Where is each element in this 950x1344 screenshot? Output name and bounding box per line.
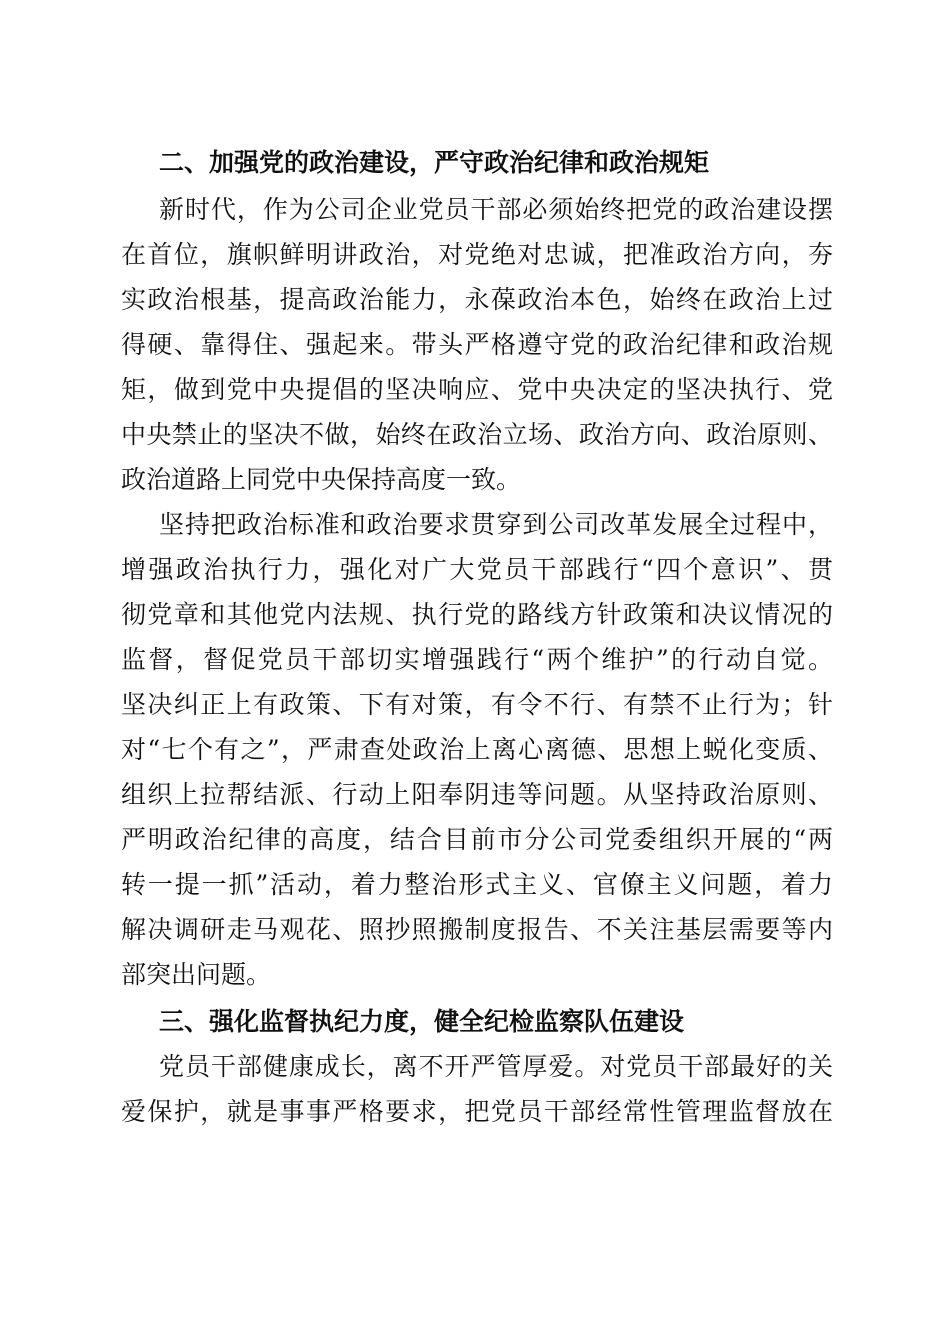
paragraph-line: 彻党章和其他党内法规、执行党的路线方针政策和决议情况的 — [121, 600, 833, 629]
paragraph-line: 新时代，作为公司企业党员干部必须始终把党的政治建设摆 — [159, 195, 833, 224]
paragraph-line: 中央禁止的坚决不做，始终在政治立场、政治方向、政治原则、 — [121, 420, 833, 449]
paragraph-line: 部突出问题。 — [121, 960, 272, 989]
paragraph-line: 坚持把政治标准和政治要求贯穿到公司改革发展全过程中， — [159, 510, 833, 539]
paragraph-line: 得硬、靠得住、强起来。带头严格遵守党的政治纪律和政治规 — [121, 330, 833, 359]
section-heading-2: 二、加强党的政治建设，严守政治纪律和政治规矩 — [159, 148, 710, 177]
paragraph-line: 党员干部健康成长，离不开严管厚爱。对党员干部最好的关 — [159, 1052, 833, 1081]
section-heading-3: 三、强化监督执纪力度，健全纪检监察队伍建设 — [159, 1007, 685, 1036]
paragraph-line: 政治道路上同党中央保持高度一致。 — [121, 465, 522, 494]
paragraph-line: 监督，督促党员干部切实增强践行“两个维护”的行动自觉。 — [121, 645, 833, 674]
paragraph-line: 增强政治执行力，强化对广大党员干部践行“四个意识”、贯 — [121, 555, 833, 584]
paragraph-line: 对“七个有之”，严肃查处政治上离心离德、思想上蜕化变质、 — [121, 735, 833, 764]
paragraph-line: 在首位，旗帜鲜明讲政治，对党绝对忠诚，把准政治方向，夯 — [121, 240, 833, 269]
paragraph-line: 解决调研走马观花、照抄照搬制度报告、不关注基层需要等内 — [121, 915, 833, 944]
paragraph-line: 坚决纠正上有政策、下有对策，有令不行、有禁不止行为；针 — [121, 690, 833, 719]
paragraph-line: 严明政治纪律的高度，结合目前市分公司党委组织开展的“两 — [121, 825, 833, 854]
paragraph-line: 组织上拉帮结派、行动上阳奉阴违等问题。从坚持政治原则、 — [121, 780, 833, 809]
paragraph-line: 矩，做到党中央提倡的坚决响应、党中央决定的坚决执行、党 — [121, 375, 833, 404]
paragraph-line: 实政治根基，提高政治能力，永葆政治本色，始终在政治上过 — [121, 285, 833, 314]
paragraph-line: 转一提一抓”活动，着力整治形式主义、官僚主义问题，着力 — [121, 870, 833, 899]
paragraph-line: 爱保护，就是事事严格要求，把党员干部经常性管理监督放在 — [121, 1097, 833, 1126]
